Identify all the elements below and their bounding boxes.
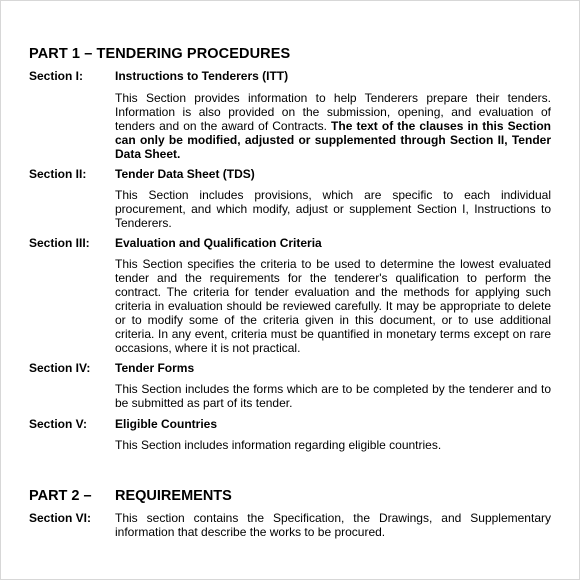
section-1-label: Section I: xyxy=(29,69,84,83)
section-5-heading: Eligible Countries xyxy=(115,417,218,431)
part-2-label: PART 2 – xyxy=(29,488,92,504)
section-6-label: Section VI: xyxy=(29,511,92,525)
section-1-body xyxy=(115,91,551,161)
section-4-label: Section IV: xyxy=(29,361,91,375)
section-5-body: This Section includes information regarding eligible countries. xyxy=(115,438,442,452)
section-5-label: Section V: xyxy=(29,417,88,431)
part-2-title: REQUIREMENTS xyxy=(115,488,232,504)
part-1-title: PART 1 – TENDERING PROCEDURES xyxy=(29,46,291,62)
section-1-body-bold-text: The text of the clauses in this Section can only be modified, adjusted or supplemented through Section II, Tender Data Sheet. xyxy=(115,119,551,161)
section-6-body: This section contains the Specification, the Drawings, and Supplementary information that describe the works to be procured. xyxy=(115,511,551,539)
section-1-heading: Instructions to Tenderers (ITT) xyxy=(115,69,289,83)
section-3-heading: Evaluation and Qualification Criteria xyxy=(115,236,322,250)
section-4-body: This Section includes the forms which are to be completed by the tenderer and to be submitted as part of its tender. xyxy=(115,382,551,410)
section-1-body-text: This Section provides information to help Tenderers prepare their tenders. Information is also provided on the submission, opening, and evaluation of tenders and on the award of Contracts. xyxy=(115,91,551,133)
section-3-body: This Section specifies the criteria to be used to determine the lowest evaluated tender and the requirements for the tenderer's qualification to perform the contract. The criteria for tender evaluation and the methods for applying such criteria in evaluation should be reviewed carefully. It may be appropriate to delete or to modify some of the criteria given in this document, or to use additional criteria. In any event, criteria must be quantified in monetary terms except on rare occasions, where it is not practical. xyxy=(115,257,551,355)
section-2-heading: Tender Data Sheet (TDS) xyxy=(115,167,255,181)
section-2-body: This Section includes provisions, which are specific to each individual procurement, and which modify, adjust or supplement Section I, Instructions to Tenderers. xyxy=(115,188,551,230)
section-4-heading: Tender Forms xyxy=(115,361,195,375)
section-3-label: Section III: xyxy=(29,236,90,250)
section-2-label: Section II: xyxy=(29,167,87,181)
